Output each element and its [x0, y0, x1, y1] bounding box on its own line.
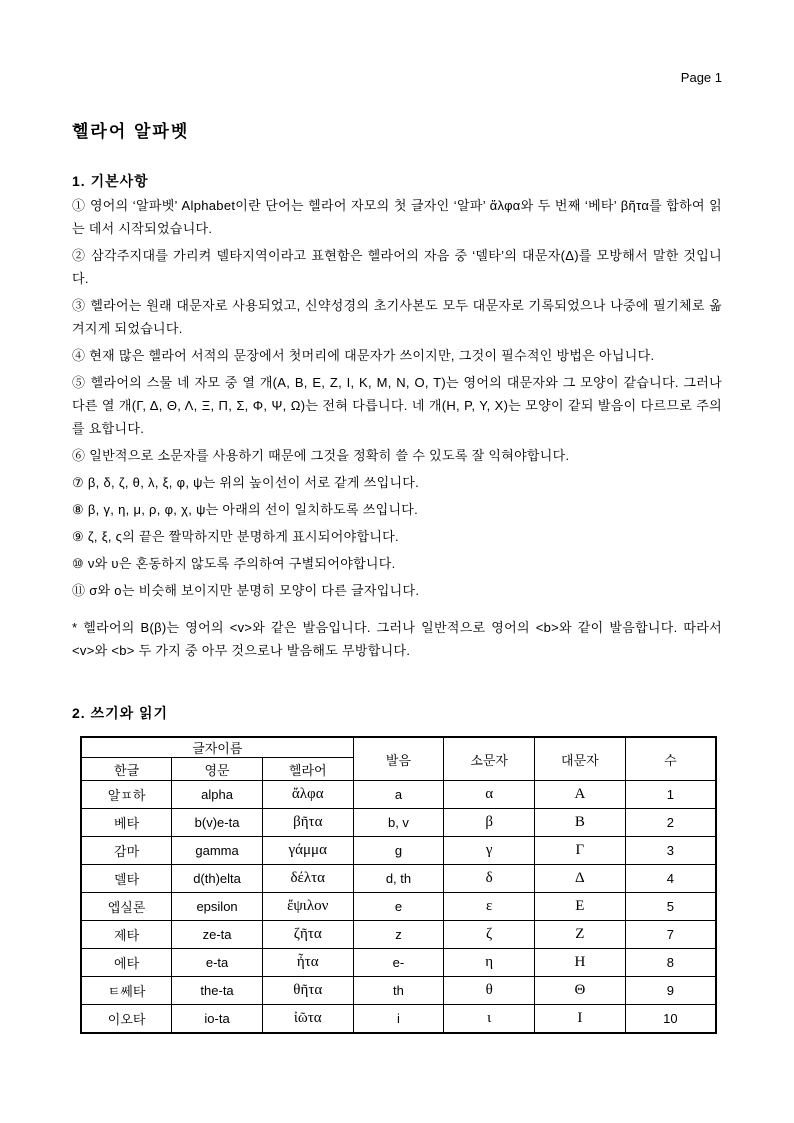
cell-lowercase: α: [444, 781, 535, 809]
cell-lowercase: θ: [444, 977, 535, 1005]
cell-uppercase: Θ: [535, 977, 626, 1005]
cell-uppercase: Ι: [535, 1005, 626, 1034]
cell-number: 7: [625, 921, 716, 949]
cell-lowercase: γ: [444, 837, 535, 865]
cell-number: 1: [625, 781, 716, 809]
cell-hangul: 에타: [81, 949, 172, 977]
numbered-paragraph: ② 삼각주지대를 가리켜 델타지역이라고 표현함은 헬라어의 자음 중 ‘델타’의 대문자(Δ)를 모방해서 말한 것입니다.: [72, 248, 722, 286]
header-pronunciation: 발음: [353, 737, 444, 781]
cell-hangul: 감마: [81, 837, 172, 865]
cell-hangul: 알ㅍ하: [81, 781, 172, 809]
cell-lowercase: ε: [444, 893, 535, 921]
alphabet-table-header: [81, 737, 716, 781]
cell-pronunciation: z: [353, 921, 444, 949]
cell-number: 10: [625, 1005, 716, 1034]
cell-number: 4: [625, 865, 716, 893]
header-lowercase: 소문자: [444, 737, 535, 781]
alphabet-table: [80, 736, 717, 1034]
cell-english: epsilon: [172, 893, 263, 921]
numbered-paragraph: ⑤ 헬라어의 스물 네 자모 중 열 개(Α, Β, Ε, Ζ, Ι, Κ, Μ, Ν, Ο, Τ)는 영어의 대문자와 그 모양이 같습니다. 그러나 다른 열 개(Γ, Δ, Θ, Λ, Ξ, Π, Σ, Φ, Ψ, Ω)는 전혀 다릅니다. 네 개(Η, Ρ, Υ, Χ)는 모양이 같되 발음이 다르므로 주의를 요합니다.: [72, 375, 722, 436]
cell-pronunciation: a: [353, 781, 444, 809]
cell-lowercase: ι: [444, 1005, 535, 1034]
cell-pronunciation: d, th: [353, 865, 444, 893]
header-uppercase: 대문자: [535, 737, 626, 781]
cell-english: b(v)e-ta: [172, 809, 263, 837]
table-row: [81, 1005, 716, 1034]
cell-greek-name: γάμμα: [262, 837, 353, 865]
table-row: [81, 865, 716, 893]
cell-pronunciation: e-: [353, 949, 444, 977]
basics-paragraph-list: [72, 194, 722, 602]
section2-heading: 2. 쓰기와 읽기: [72, 705, 169, 721]
header-number: 수: [625, 737, 716, 781]
page-number-label: Page 1: [680, 70, 722, 85]
table-row: [81, 809, 716, 837]
cell-hangul: 제타: [81, 921, 172, 949]
cell-pronunciation: th: [353, 977, 444, 1005]
cell-number: 2: [625, 809, 716, 837]
cell-hangul: ㅌ쎄타: [81, 977, 172, 1005]
numbered-paragraph: ⑧ β, γ, η, μ, ρ, φ, χ, ψ는 아래의 선이 일치하도록 쓰입니다.: [72, 502, 419, 517]
cell-pronunciation: i: [353, 1005, 444, 1034]
table-row: [81, 781, 716, 809]
cell-lowercase: δ: [444, 865, 535, 893]
cell-greek-name: ἦτα: [262, 949, 353, 977]
cell-greek-name: θῆτα: [262, 977, 353, 1005]
numbered-paragraph: ⑨ ζ, ξ, ς의 끝은 짤막하지만 분명하게 표시되어야합니다.: [72, 529, 399, 544]
cell-hangul: 베타: [81, 809, 172, 837]
cell-lowercase: η: [444, 949, 535, 977]
header-english: 영문: [172, 758, 263, 781]
cell-english: alpha: [172, 781, 263, 809]
cell-number: 3: [625, 837, 716, 865]
cell-number: 5: [625, 893, 716, 921]
cell-english: ze-ta: [172, 921, 263, 949]
cell-english: e-ta: [172, 949, 263, 977]
cell-pronunciation: g: [353, 837, 444, 865]
table-row: [81, 837, 716, 865]
cell-lowercase: ζ: [444, 921, 535, 949]
cell-greek-name: ἔψιλον: [262, 893, 353, 921]
numbered-paragraph: ① 영어의 ‘알파벳’ Alphabet이란 단어는 헬라어 자모의 첫 글자인 ‘알파’ ἄλφα와 두 번째 ‘베타’ βῆτα를 합하여 읽는 데서 시작되었습니다.: [72, 198, 722, 236]
cell-uppercase: Ζ: [535, 921, 626, 949]
cell-hangul: 이오타: [81, 1005, 172, 1034]
table-row: [81, 893, 716, 921]
cell-uppercase: Γ: [535, 837, 626, 865]
numbered-paragraph: ⑪ σ와 ο는 비슷해 보이지만 분명히 모양이 다른 글자입니다.: [72, 583, 420, 598]
cell-english: io-ta: [172, 1005, 263, 1034]
cell-pronunciation: b, v: [353, 809, 444, 837]
table-row: [81, 977, 716, 1005]
section1-heading: 1. 기본사항: [72, 173, 149, 189]
footnote: * 헬라어의 Β(β)는 영어의 <v>와 같은 발음입니다. 그러나 일반적으로 영어의 <b>와 같이 발음합니다. 따라서 <v>와 <b> 두 가지 중 아무 것으로나 발음해도 무방합니다.: [72, 620, 722, 658]
numbered-paragraph: ④ 현재 많은 헬라어 서적의 문장에서 첫머리에 대문자가 쓰이지만, 그것이 필수적인 방법은 아닙니다.: [72, 348, 655, 363]
cell-greek-name: ζῆτα: [262, 921, 353, 949]
numbered-paragraph: ③ 헬라어는 원래 대문자로 사용되었고, 신약성경의 초기사본도 모두 대문자로 기록되었으나 나중에 필기체로 옮겨지게 되었습니다.: [72, 298, 722, 336]
cell-english: gamma: [172, 837, 263, 865]
cell-pronunciation: e: [353, 893, 444, 921]
table-row: [81, 949, 716, 977]
cell-greek-name: ἰῶτα: [262, 1005, 353, 1034]
cell-uppercase: Ε: [535, 893, 626, 921]
numbered-paragraph: ⑩ ν와 υ은 혼동하지 않도록 주의하여 구별되어야합니다.: [72, 556, 396, 571]
document-title: 헬라어 알파벳: [72, 122, 190, 141]
cell-uppercase: Β: [535, 809, 626, 837]
numbered-paragraph: ⑦ β, δ, ζ, θ, λ, ξ, φ, ψ는 위의 높이선이 서로 같게 쓰입니다.: [72, 475, 420, 490]
cell-greek-name: ἄλφα: [262, 781, 353, 809]
table-row: [81, 921, 716, 949]
cell-english: the-ta: [172, 977, 263, 1005]
alphabet-table-body: [81, 781, 716, 1034]
header-letter-name: 글자이름: [81, 737, 353, 758]
cell-uppercase: Η: [535, 949, 626, 977]
cell-uppercase: Δ: [535, 865, 626, 893]
cell-number: 9: [625, 977, 716, 1005]
cell-lowercase: β: [444, 809, 535, 837]
table-header-group-row: [81, 737, 716, 758]
cell-greek-name: βῆτα: [262, 809, 353, 837]
cell-number: 8: [625, 949, 716, 977]
cell-hangul: 엡실론: [81, 893, 172, 921]
numbered-paragraph: ⑥ 일반적으로 소문자를 사용하기 때문에 그것을 정확히 쓸 수 있도록 잘 익혀야합니다.: [72, 448, 570, 463]
header-hangul: 한글: [81, 758, 172, 781]
cell-uppercase: Α: [535, 781, 626, 809]
cell-greek-name: δέλτα: [262, 865, 353, 893]
cell-english: d(th)elta: [172, 865, 263, 893]
header-greek-name: 헬라어: [262, 758, 353, 781]
cell-hangul: 델타: [81, 865, 172, 893]
